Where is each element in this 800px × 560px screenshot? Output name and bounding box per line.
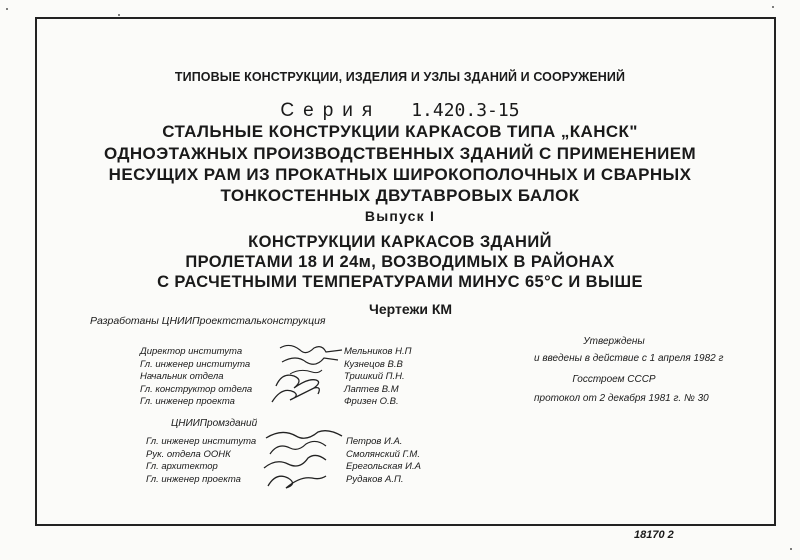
staff2-role: Гл. инженер проекта [146,473,241,485]
developer-label: Разработаны ЦНИИПроектстальконструкция [90,315,326,327]
subtitle-line-2: ПРОЛЕТАМИ 18 И 24м, ВОЗВОДИМЫХ В РАЙОНАХ [185,253,615,271]
institute-2-label: ЦНИИПромзданий [171,418,258,429]
staff-role: Гл. инженер проекта [140,396,235,407]
subtitle-line-1: КОНСТРУКЦИИ КАРКАСОВ ЗДАНИЙ [248,233,552,251]
staff-role: Начальник отдела [140,371,224,382]
title-line-1: СТАЛЬНЫЕ КОНСТРУКЦИИ КАРКАСОВ ТИПА „КАНСК" [162,122,638,141]
staff2-role: Рук. отдела ООНК [146,448,231,460]
scan-speck [772,6,774,8]
header-text: ТИПОВЫЕ КОНСТРУКЦИИ, ИЗДЕЛИЯ И УЗЛЫ ЗДАНИЙ И СООРУЖЕНИЙ [174,70,626,84]
drawings-label: Чертежи КМ [369,301,453,317]
issue-label: Выпуск I [364,208,436,224]
staff-names [344,346,412,409]
series-line [0,100,800,122]
title-line-2: ОДНОЭТАЖНЫХ ПРОИЗВОДСТВЕННЫХ ЗДАНИЙ С ПРИМЕНЕНИЕМ [103,144,697,163]
staff2-role: Гл. инженер института [146,436,257,447]
staff2-names [346,436,421,486]
document-number: 18170 2 [634,529,674,541]
staff-role: Гл. конструктор отдела [140,383,253,395]
staff-name: Кузнецов В.В [344,358,403,370]
staff2-role: Гл. архитектор [146,461,218,472]
signatures-group-2 [258,428,350,494]
subtitle-line-3: С РАСЧЕТНЫМИ ТЕМПЕРАТУРАМИ МИНУС 65°С И ВЫШЕ [157,273,643,291]
signatures-group-1 [262,340,352,410]
scan-speck [6,8,8,10]
staff2-name: Смолянский Г.М. [346,448,420,460]
staff-role: Гл. инженер института [140,358,251,370]
staff-roles [140,346,252,409]
staff-name: Лаптев В.М [344,383,399,395]
staff2-name: Рудаков А.П. [346,473,404,485]
staff2-roles [146,436,256,486]
approval-line-4: протокол от 2 декабря 1981 г. № 30 [534,393,709,404]
scan-speck [118,14,120,16]
series-label: Серия [280,100,382,121]
series-number: 1.420.3-15 [411,100,520,121]
staff2-name: Петров И.А. [346,436,403,447]
staff-name: Фризен О.В. [344,396,399,407]
staff2-name: Ерегольская И.А [346,461,421,472]
title-line-3: НЕСУЩИХ РАМ ИЗ ПРОКАТНЫХ ШИРОКОПОЛОЧНЫХ И СВАРНЫХ [108,165,692,184]
staff-name: Мельников Н.П [344,346,412,357]
staff-name: Тришкий П.Н. [344,371,405,382]
title-line-4: ТОНКОСТЕННЫХ ДВУТАВРОВЫХ БАЛОК [220,186,580,205]
staff-role: Директор института [140,346,243,357]
approval-line-3: Госстроем СССР [572,374,656,385]
approval-line-2: и введены в действие с 1 апреля 1982 г [534,353,724,364]
scan-speck [790,548,792,550]
approval-line-1: Утверждены [583,336,645,347]
